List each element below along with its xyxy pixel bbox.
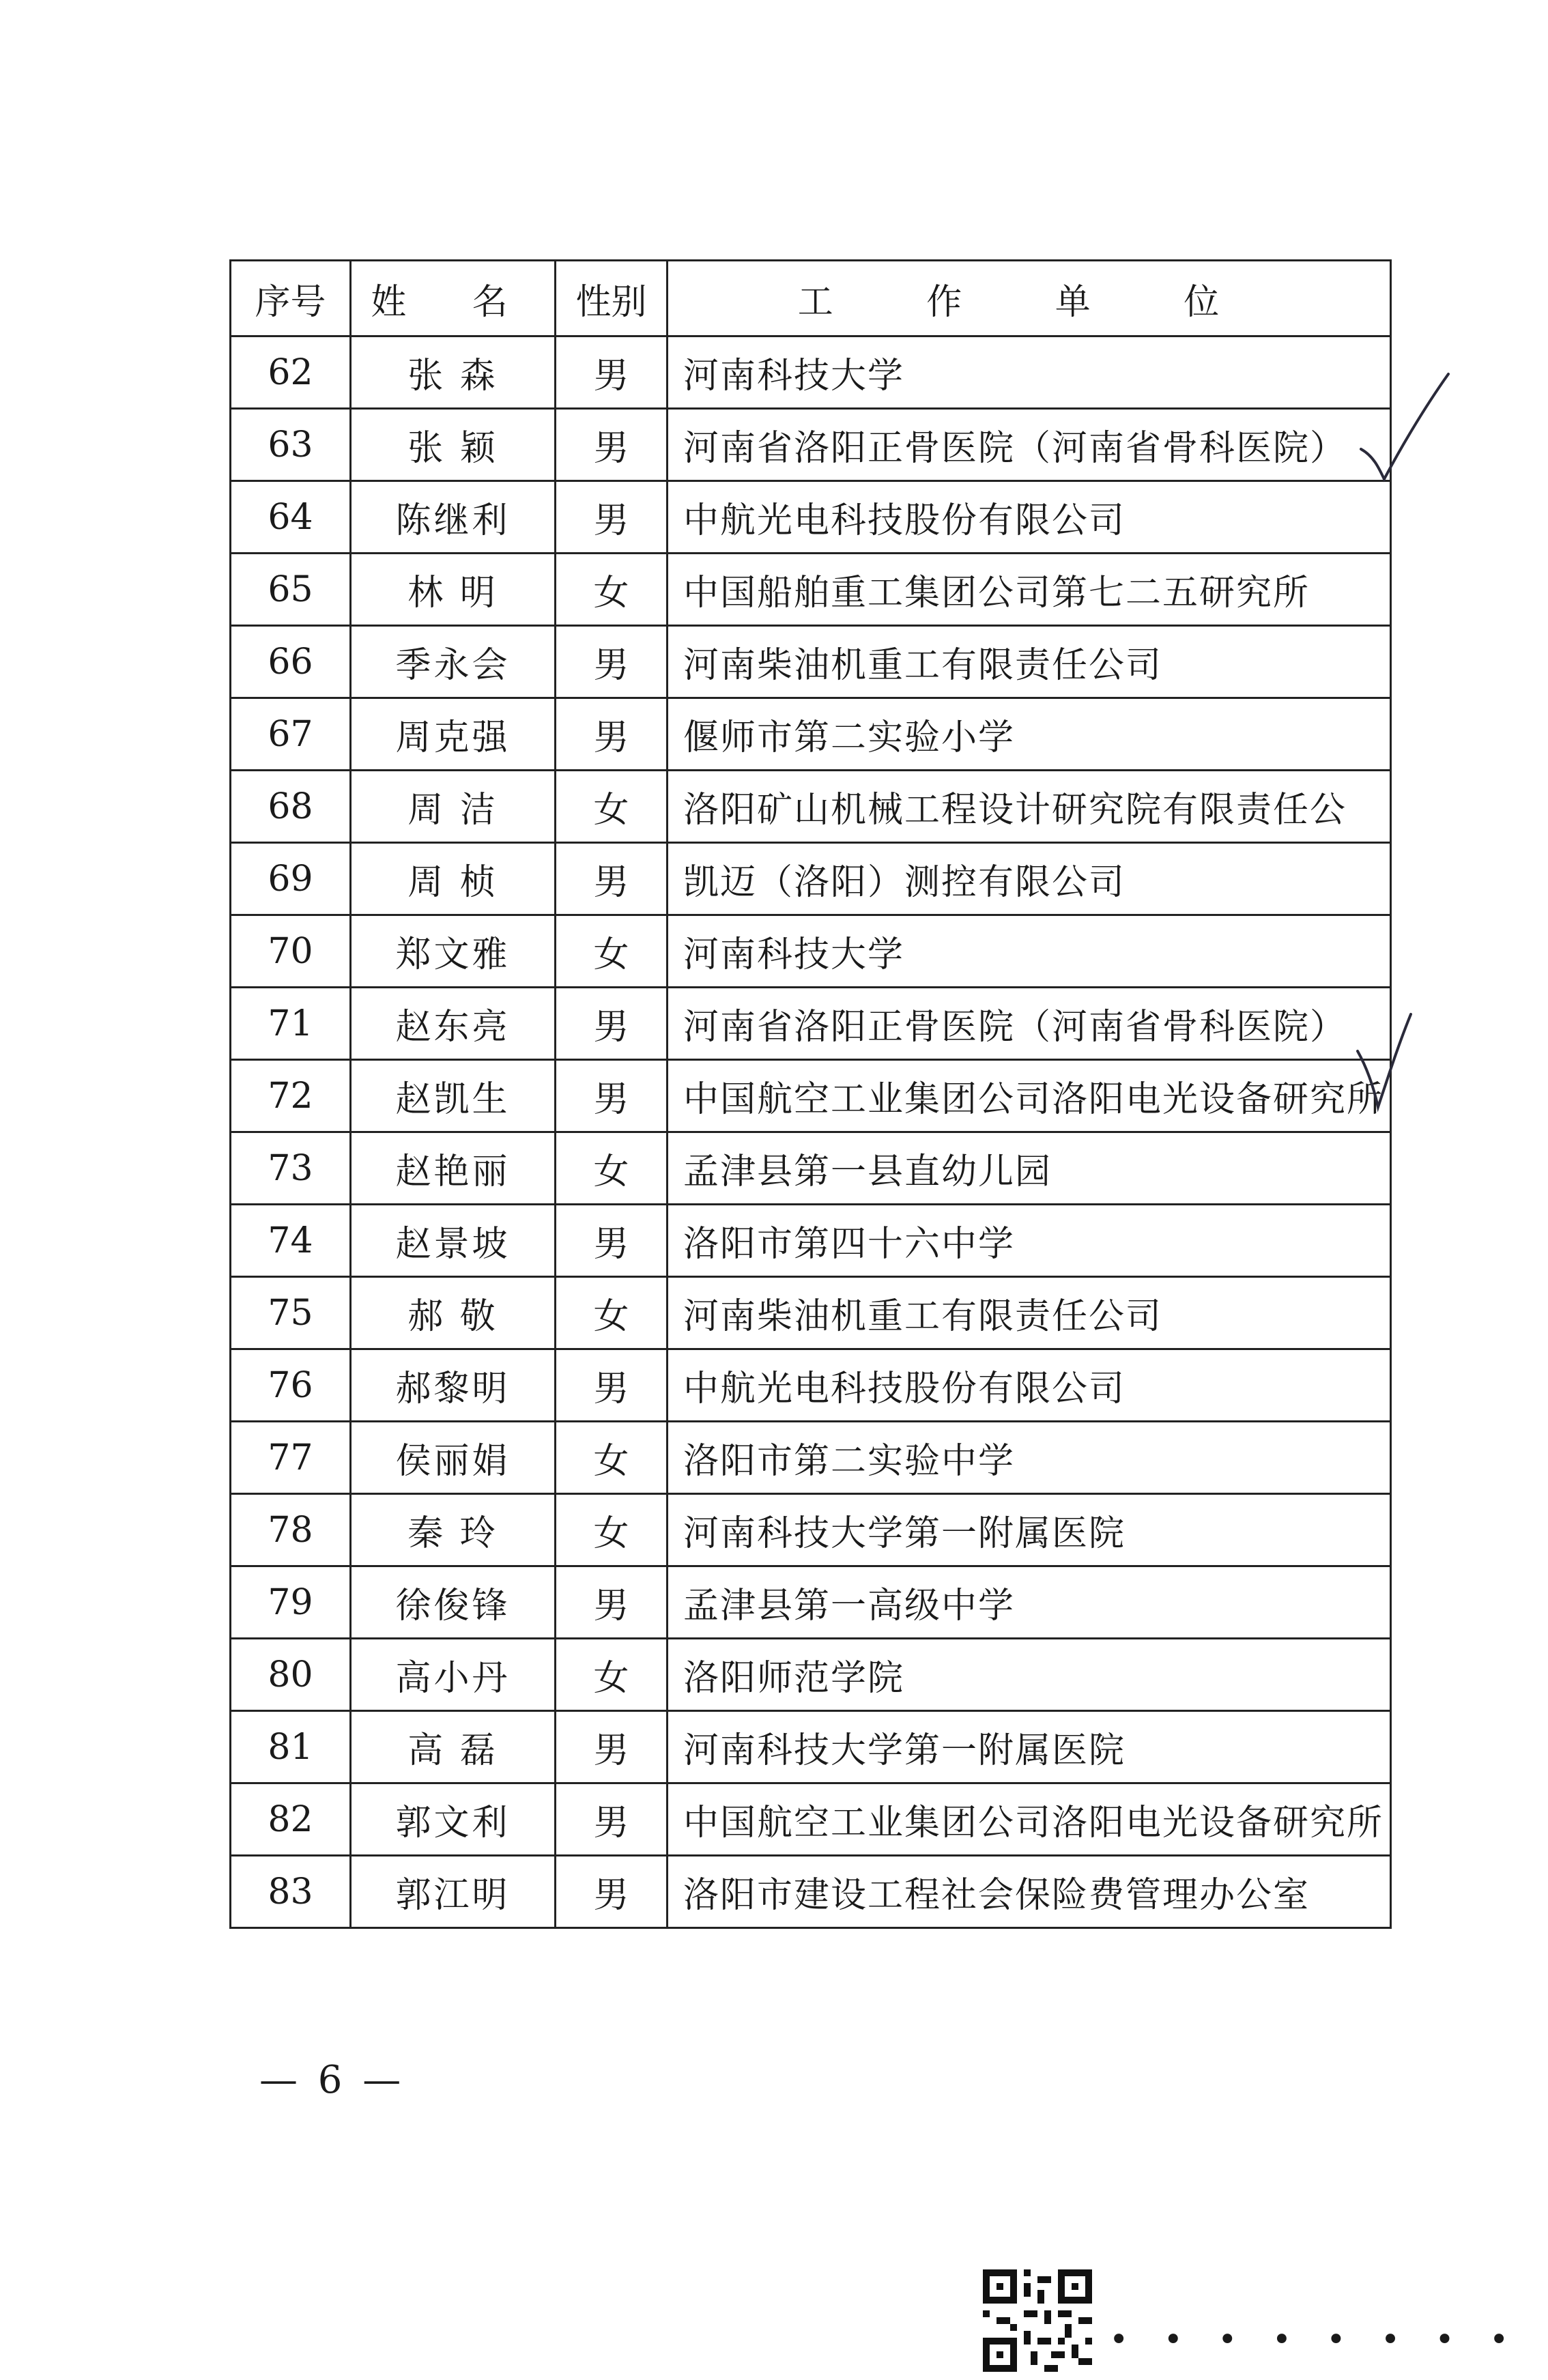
table-row	[231, 409, 1391, 481]
row-sex: 男	[556, 843, 668, 915]
roster-table	[229, 259, 1392, 1929]
table-row	[231, 1060, 1391, 1132]
row-sex: 女	[556, 554, 668, 626]
row-number: 70	[231, 915, 351, 988]
row-number: 80	[231, 1639, 351, 1711]
row-name: 赵凯生	[351, 1060, 556, 1132]
row-sex: 女	[556, 1132, 668, 1205]
row-sex: 男	[556, 336, 668, 409]
row-unit: 中航光电科技股份有限公司	[668, 1349, 1391, 1422]
header-unit: 工 作 单 位	[668, 261, 1391, 336]
row-sex: 男	[556, 698, 668, 771]
table-row	[231, 1349, 1391, 1422]
header-name: 姓 名	[351, 261, 556, 336]
table-row	[231, 1783, 1391, 1856]
row-sex: 男	[556, 1856, 668, 1928]
row-sex: 女	[556, 771, 668, 843]
row-name: 郭文利	[351, 1783, 556, 1856]
row-unit: 洛阳矿山机械工程设计研究院有限责任公	[668, 771, 1391, 843]
row-number: 71	[231, 988, 351, 1060]
row-unit: 中航光电科技股份有限公司	[668, 481, 1391, 554]
row-name: 林 明	[351, 554, 556, 626]
table-row	[231, 698, 1391, 771]
table-row	[231, 626, 1391, 698]
row-number: 74	[231, 1205, 351, 1277]
row-number: 68	[231, 771, 351, 843]
row-unit: 洛阳市第四十六中学	[668, 1205, 1391, 1277]
table-row	[231, 988, 1391, 1060]
row-number: 75	[231, 1277, 351, 1349]
row-sex: 女	[556, 1639, 668, 1711]
row-name: 侯丽娟	[351, 1422, 556, 1494]
row-name: 郝黎明	[351, 1349, 556, 1422]
row-number: 67	[231, 698, 351, 771]
row-number: 78	[231, 1494, 351, 1566]
row-unit: 中国航空工业集团公司洛阳电光设备研究所	[668, 1060, 1391, 1132]
qr-code-icon	[983, 2269, 1092, 2372]
row-name: 高 磊	[351, 1711, 556, 1783]
row-name: 张 森	[351, 336, 556, 409]
row-sex: 男	[556, 409, 668, 481]
row-sex: 男	[556, 988, 668, 1060]
row-name: 郝 敬	[351, 1277, 556, 1349]
row-number: 72	[231, 1060, 351, 1132]
row-number: 83	[231, 1856, 351, 1928]
row-unit: 河南科技大学第一附属医院	[668, 1494, 1391, 1566]
row-sex: 男	[556, 1205, 668, 1277]
row-unit: 洛阳师范学院	[668, 1639, 1391, 1711]
row-number: 81	[231, 1711, 351, 1783]
row-sex: 男	[556, 1060, 668, 1132]
row-unit: 孟津县第一高级中学	[668, 1566, 1391, 1639]
row-unit: 洛阳市第二实验中学	[668, 1422, 1391, 1494]
row-sex: 男	[556, 481, 668, 554]
row-sex: 男	[556, 1783, 668, 1856]
page-number: — 6 —	[259, 2058, 405, 2102]
row-sex: 女	[556, 1422, 668, 1494]
row-unit: 河南省洛阳正骨医院（河南省骨科医院）	[668, 409, 1391, 481]
row-unit: 凯迈（洛阳）测控有限公司	[668, 843, 1391, 915]
row-name: 郭江明	[351, 1856, 556, 1928]
table-row	[231, 1494, 1391, 1566]
row-name: 周 洁	[351, 771, 556, 843]
row-number: 62	[231, 336, 351, 409]
row-name: 秦 玲	[351, 1494, 556, 1566]
row-number: 63	[231, 409, 351, 481]
row-unit: 河南科技大学	[668, 915, 1391, 988]
row-name: 周克强	[351, 698, 556, 771]
table-row	[231, 915, 1391, 988]
row-unit: 洛阳市建设工程社会保险费管理办公室	[668, 1856, 1391, 1928]
row-number: 79	[231, 1566, 351, 1639]
row-unit: 中国船舶重工集团公司第七二五研究所	[668, 554, 1391, 626]
row-number: 66	[231, 626, 351, 698]
row-name: 徐俊锋	[351, 1566, 556, 1639]
row-unit: 孟津县第一县直幼儿园	[668, 1132, 1391, 1205]
row-unit: 中国航空工业集团公司洛阳电光设备研究所	[668, 1783, 1391, 1856]
row-sex: 女	[556, 1277, 668, 1349]
table-row	[231, 1856, 1391, 1928]
header-no: 序号	[231, 261, 351, 336]
row-name: 郑文雅	[351, 915, 556, 988]
row-unit: 河南柴油机重工有限责任公司	[668, 626, 1391, 698]
row-name: 陈继利	[351, 481, 556, 554]
table-row	[231, 843, 1391, 915]
row-sex: 男	[556, 626, 668, 698]
row-number: 82	[231, 1783, 351, 1856]
row-sex: 女	[556, 1494, 668, 1566]
row-sex: 男	[556, 1349, 668, 1422]
row-name: 周 桢	[351, 843, 556, 915]
table-row	[231, 1277, 1391, 1349]
row-name: 赵艳丽	[351, 1132, 556, 1205]
row-unit: 河南省洛阳正骨医院（河南省骨科医院）	[668, 988, 1391, 1060]
row-name: 季永会	[351, 626, 556, 698]
footer-dots: • • • • • • • •	[1109, 2321, 1521, 2359]
row-sex: 男	[556, 1711, 668, 1783]
row-name: 高小丹	[351, 1639, 556, 1711]
header-sex: 性别	[556, 261, 668, 336]
row-name: 赵景坡	[351, 1205, 556, 1277]
table-row	[231, 1711, 1391, 1783]
table-row	[231, 1422, 1391, 1494]
row-unit: 河南科技大学第一附属医院	[668, 1711, 1391, 1783]
row-number: 77	[231, 1422, 351, 1494]
row-unit: 河南科技大学	[668, 336, 1391, 409]
table-row	[231, 771, 1391, 843]
table-row	[231, 1205, 1391, 1277]
row-unit: 河南柴油机重工有限责任公司	[668, 1277, 1391, 1349]
row-name: 张 颖	[351, 409, 556, 481]
table-row	[231, 554, 1391, 626]
row-number: 64	[231, 481, 351, 554]
row-number: 73	[231, 1132, 351, 1205]
table-row	[231, 481, 1391, 554]
row-number: 65	[231, 554, 351, 626]
row-number: 69	[231, 843, 351, 915]
table-row	[231, 336, 1391, 409]
row-unit: 偃师市第二实验小学	[668, 698, 1391, 771]
table-row	[231, 1566, 1391, 1639]
header-row	[231, 261, 1391, 336]
table-row	[231, 1132, 1391, 1205]
row-number: 76	[231, 1349, 351, 1422]
row-name: 赵东亮	[351, 988, 556, 1060]
table-row	[231, 1639, 1391, 1711]
row-sex: 男	[556, 1566, 668, 1639]
row-sex: 女	[556, 915, 668, 988]
